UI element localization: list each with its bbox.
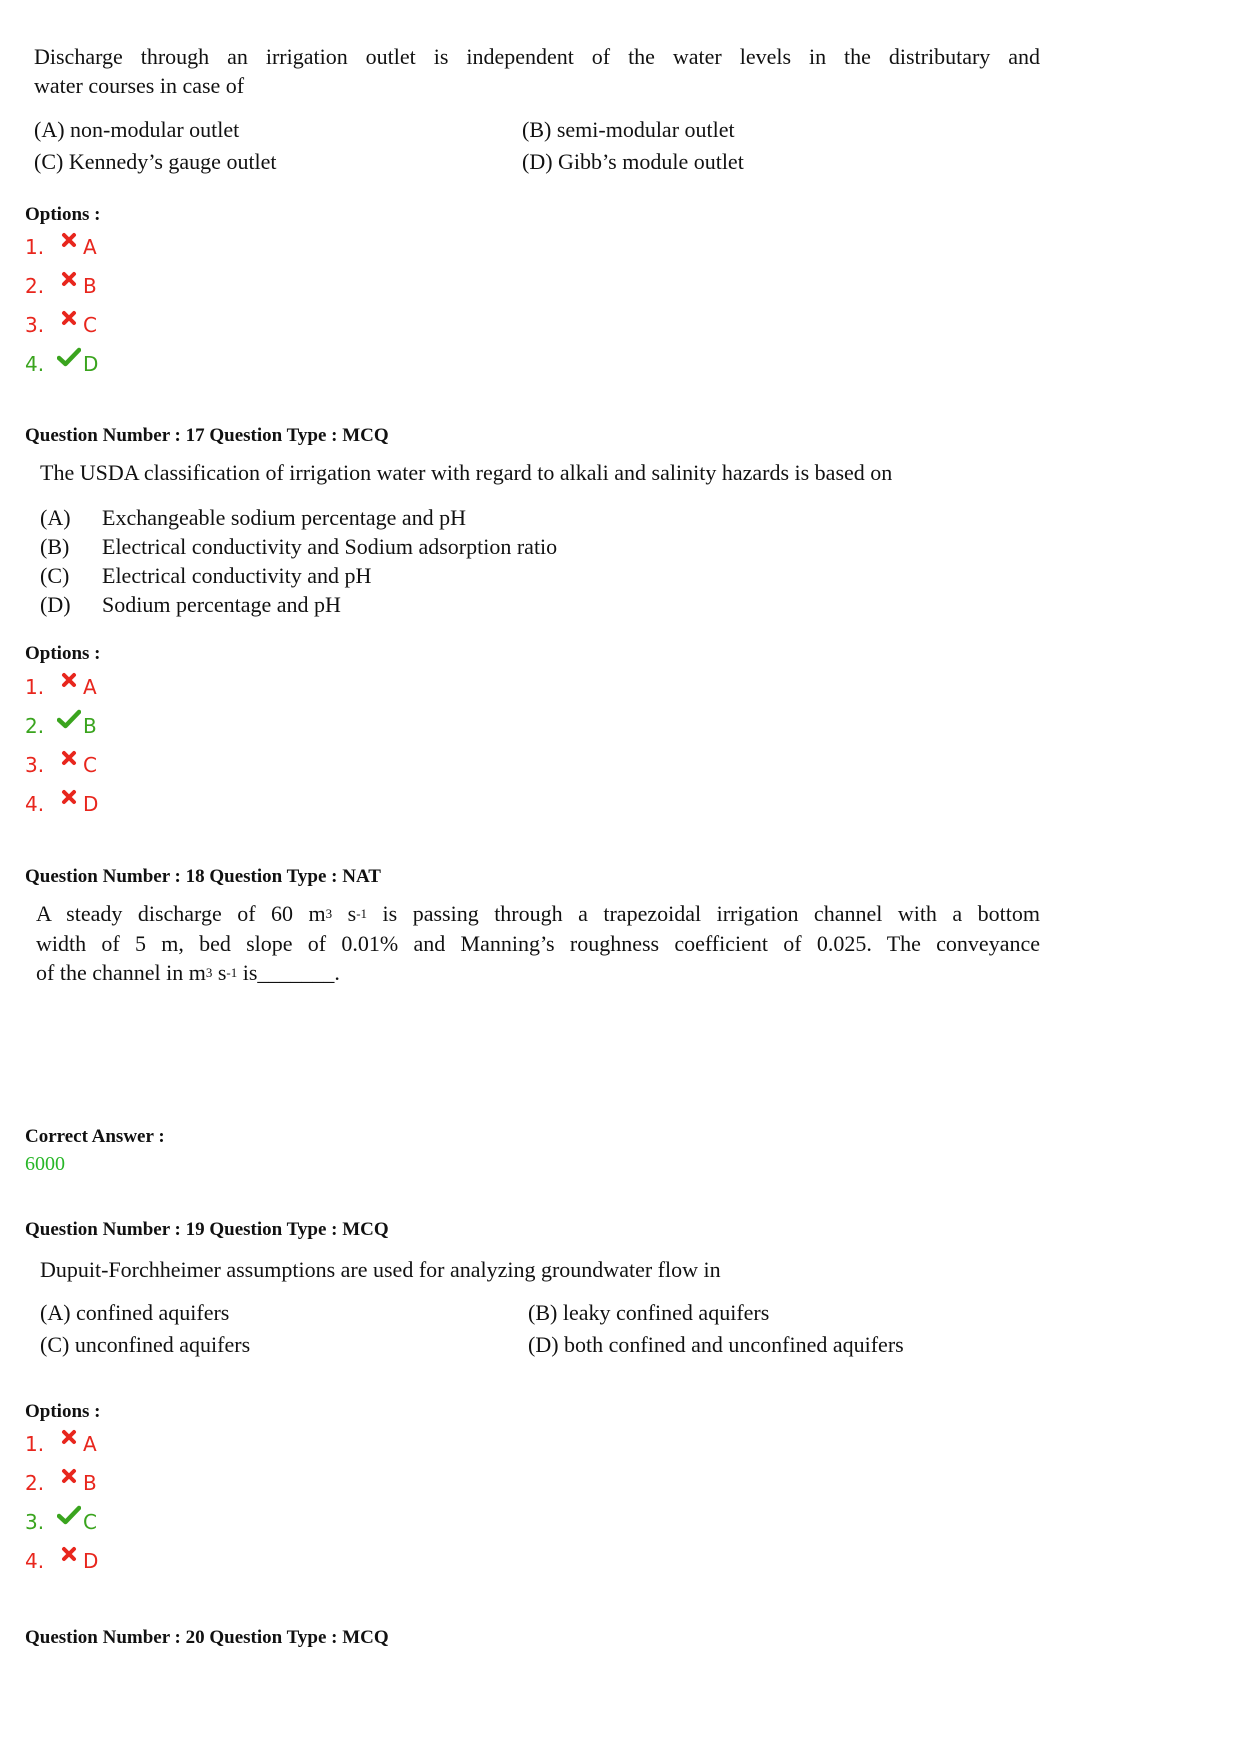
- choice-text: Electrical conductivity and Sodium adsorption ratio: [102, 534, 558, 559]
- q17-header: Question Number : 17 Question Type : MCQ: [25, 425, 389, 446]
- q18-line1-c: is passing through a trapezoidal irrigation channel with a bottom: [367, 901, 1041, 926]
- q16-options-label: Options :: [25, 204, 101, 225]
- option-number: 3.: [25, 753, 45, 777]
- q16-option-4[interactable]: [25, 350, 98, 378]
- q17-choices: [40, 503, 557, 619]
- check-icon: [55, 347, 83, 367]
- cross-icon: [55, 1429, 83, 1445]
- option-letter: C: [83, 1510, 97, 1534]
- q16-choice-d: (D) Gibb’s module outlet: [522, 149, 744, 174]
- q19-stem: Dupuit-Forchheimer assumptions are used for analyzing groundwater flow in: [40, 1257, 721, 1282]
- check-icon: [55, 709, 83, 729]
- q18-answer-label: Correct Answer :: [25, 1126, 165, 1147]
- q17-options-list: [25, 673, 98, 818]
- q19-option-2[interactable]: [25, 1469, 98, 1497]
- cross-icon: [55, 789, 83, 805]
- q16-option-3[interactable]: [25, 311, 98, 339]
- choice-text: Sodium percentage and pH: [102, 592, 341, 617]
- choice-text: Electrical conductivity and pH: [102, 563, 372, 588]
- cross-icon: [55, 1468, 83, 1484]
- q19-choice-d: (D) both confined and unconfined aquifers: [528, 1332, 904, 1357]
- option-number: 4.: [25, 1549, 45, 1573]
- q17-option-1[interactable]: [25, 673, 98, 701]
- option-number: 1.: [25, 1432, 45, 1456]
- q17-choice-a: [40, 503, 557, 532]
- option-letter: A: [83, 1432, 97, 1456]
- option-letter: A: [83, 675, 97, 699]
- q16-option-2[interactable]: [25, 272, 98, 300]
- choice-label: (D): [40, 592, 71, 617]
- q19-option-4[interactable]: [25, 1547, 98, 1575]
- option-letter: A: [83, 235, 97, 259]
- q18-header: Question Number : 18 Question Type : NAT: [25, 866, 381, 887]
- option-letter: B: [83, 1471, 97, 1495]
- q16-choice-b: (B) semi-modular outlet: [522, 117, 735, 142]
- q17-option-3[interactable]: [25, 751, 98, 779]
- choice-label: (C): [40, 563, 70, 588]
- cross-icon: [55, 271, 83, 287]
- option-number: 2.: [25, 1471, 45, 1495]
- q17-choice-d: [40, 590, 557, 619]
- q18-line3-c: is_______.: [237, 960, 340, 985]
- q19-option-3[interactable]: [25, 1508, 98, 1536]
- q18-stem-line1: [36, 899, 1040, 928]
- choice-text: Exchangeable sodium percentage and pH: [102, 505, 467, 530]
- option-letter: B: [83, 274, 97, 298]
- option-number: 4.: [25, 352, 45, 376]
- q16-choice-c: (C) Kennedy’s gauge outlet: [34, 149, 277, 174]
- q19-choice-b: (B) leaky confined aquifers: [528, 1300, 770, 1325]
- q18-line3-a: of the channel in m: [36, 960, 206, 985]
- q16-stem-line1: Discharge through an irrigation outlet is independent of the water levels in the distributary and: [34, 44, 1040, 69]
- option-letter: D: [83, 1549, 99, 1573]
- q16-options-list: [25, 233, 98, 378]
- q18-stem-line3: [36, 958, 340, 987]
- q16-option-1[interactable]: [25, 233, 98, 261]
- option-number: 1.: [25, 235, 45, 259]
- q18-line1-sup1: 3: [325, 906, 333, 921]
- q18-line1-a: A steady discharge of 60 m: [36, 901, 326, 926]
- q16-choice-a: (A) non-modular outlet: [34, 117, 240, 142]
- q19-choice-a: (A) confined aquifers: [40, 1300, 230, 1325]
- q20-header: Question Number : 20 Question Type : MCQ: [25, 1627, 389, 1648]
- q18-correct-answer: 6000: [25, 1153, 65, 1175]
- q17-choice-c: [40, 561, 557, 590]
- choice-label: (B): [40, 534, 70, 559]
- option-number: 4.: [25, 792, 45, 816]
- option-letter: D: [83, 352, 99, 376]
- q17-option-2[interactable]: [25, 712, 98, 740]
- option-letter: D: [83, 792, 99, 816]
- q18-line3-sup2: -1: [226, 965, 238, 980]
- q16-stem-line2: water courses in case of: [34, 73, 245, 98]
- option-letter: C: [83, 313, 97, 337]
- q17-options-label: Options :: [25, 643, 101, 664]
- q17-choice-b: [40, 532, 557, 561]
- q18-line1-b: s: [332, 901, 357, 926]
- q17-stem: The USDA classification of irrigation water with regard to alkali and salinity hazards is based on: [40, 460, 893, 485]
- q18-line1-sup2: -1: [356, 906, 368, 921]
- cross-icon: [55, 750, 83, 766]
- q19-choice-c: (C) unconfined aquifers: [40, 1332, 251, 1357]
- q17-option-4[interactable]: [25, 790, 98, 818]
- choice-label: (A): [40, 505, 71, 530]
- option-number: 2.: [25, 714, 45, 738]
- cross-icon: [55, 232, 83, 248]
- q18-stem-line2: width of 5 m, bed slope of 0.01% and Manning’s roughness coefficient of 0.025. The conveyance: [36, 931, 1040, 956]
- option-number: 1.: [25, 675, 45, 699]
- cross-icon: [55, 310, 83, 326]
- q18-line3-sup1: 3: [205, 965, 213, 980]
- check-icon: [55, 1505, 83, 1525]
- cross-icon: [55, 1546, 83, 1562]
- option-letter: B: [83, 714, 97, 738]
- q19-options-label: Options :: [25, 1401, 101, 1422]
- option-letter: C: [83, 753, 97, 777]
- option-number: 3.: [25, 1510, 45, 1534]
- option-number: 3.: [25, 313, 45, 337]
- cross-icon: [55, 672, 83, 688]
- q19-option-1[interactable]: [25, 1430, 98, 1458]
- q18-line3-b: s: [212, 960, 227, 985]
- q19-header: Question Number : 19 Question Type : MCQ: [25, 1219, 389, 1240]
- q19-options-list: [25, 1430, 98, 1575]
- option-number: 2.: [25, 274, 45, 298]
